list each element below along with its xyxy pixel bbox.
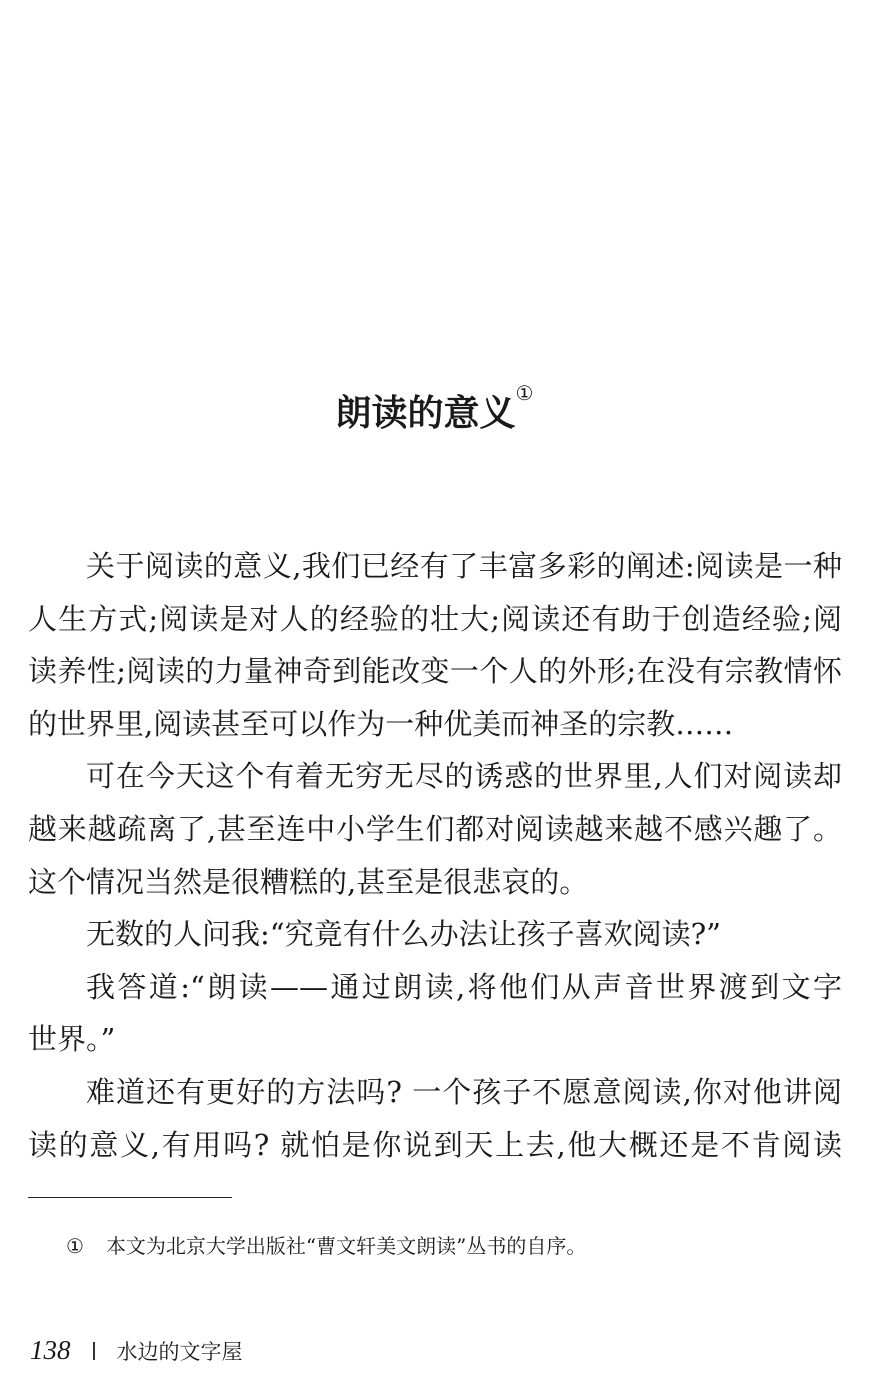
text-line: 无数的人问我:“究竟有什么办法让孩子喜欢阅读?” (86, 917, 721, 952)
footnote (66, 1230, 608, 1259)
page-footer (30, 1335, 243, 1366)
text-line: 越来越疏离了,甚至连中小学生们都对阅读越来越不感兴趣了。 (28, 811, 842, 846)
text-line: 世界。” (28, 1022, 116, 1057)
page-number: 138 (30, 1335, 71, 1365)
text-line: 人生方式;阅读是对人的经验的壮大;阅读还有助于创造经验;阅 (28, 601, 842, 636)
title-text: 朗读的意义 (335, 393, 516, 434)
page-title (0, 381, 869, 436)
book-title: 水边的文字屋 (116, 1339, 243, 1364)
text-line: 的世界里,阅读甚至可以作为一种优美而神圣的宗教…… (28, 706, 734, 741)
text-line: 这个情况当然是很糟糕的,甚至是很悲哀的。 (28, 864, 589, 899)
text-line: 难道还有更好的方法吗? 一个孩子不愿意阅读,你对他讲阅 (86, 1074, 842, 1109)
footnote-text: 本文为北京大学出版社“曹文轩美文朗读”丛书的自序。 (105, 1234, 587, 1258)
footer-divider (93, 1342, 95, 1360)
body-text (28, 540, 842, 1171)
text-line: 可在今天这个有着无穷无尽的诱惑的世界里,人们对阅读却 (86, 759, 842, 794)
footnote-divider (28, 1197, 232, 1198)
text-line: 读养性;阅读的力量神奇到能改变一个人的外形;在没有宗教情怀 (28, 654, 842, 689)
text-line: 我答道:“朗读——通过朗读,将他们从声音世界渡到文字 (86, 969, 842, 1004)
text-line: 读的意义,有用吗? 就怕是你说到天上去,他大概还是不肯阅读 (28, 1127, 842, 1162)
footnote-ref: ① (515, 381, 534, 405)
footnote-mark: ① (66, 1234, 84, 1258)
text-line: 关于阅读的意义,我们已经有了丰富多彩的阐述:阅读是一种 (86, 549, 842, 583)
